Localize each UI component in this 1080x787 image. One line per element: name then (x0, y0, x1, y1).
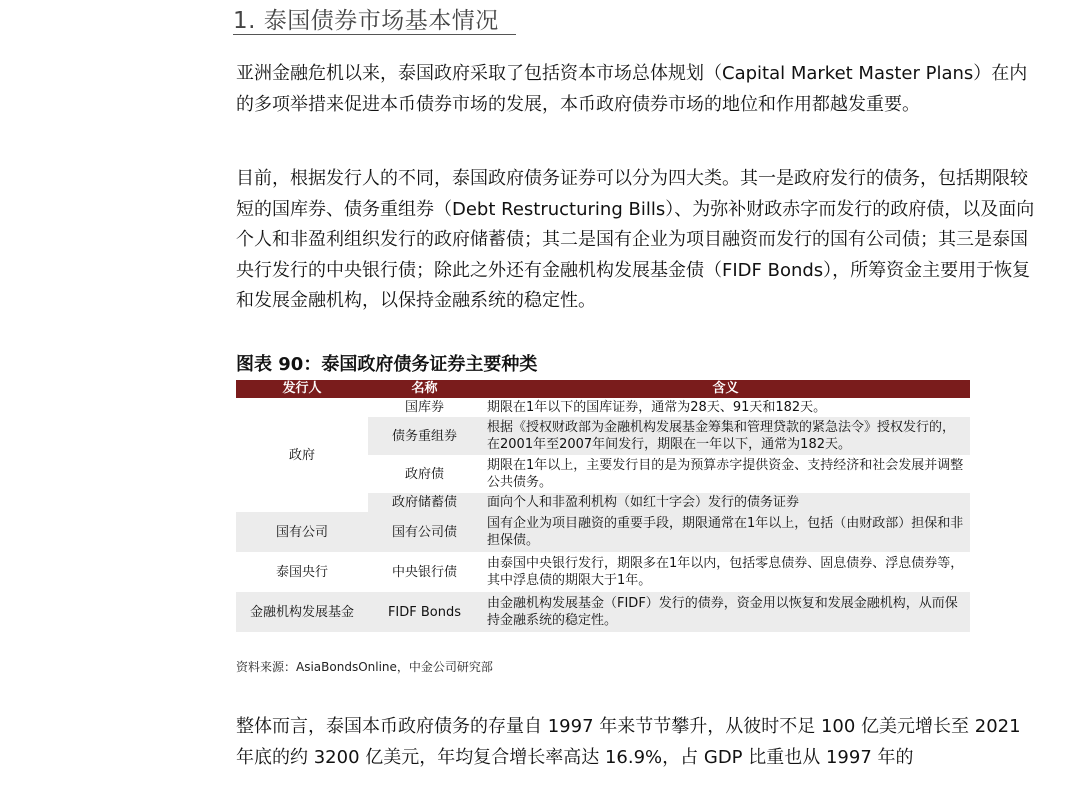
issuer-cell: 金融机构发展基金 (236, 592, 368, 632)
meaning-cell: 由金融机构发展基金（FIDF）发行的债券，资金用以恢复和发展金融机构，从而保持金融系统的稳定性。 (481, 592, 970, 632)
name-cell: 债务重组券 (368, 417, 481, 455)
name-cell: 国库券 (368, 398, 481, 417)
issuer-cell: 泰国央行 (236, 552, 368, 592)
name-cell: 政府储蓄债 (368, 493, 481, 512)
meaning-cell: 期限在1年以下的国库证券，通常为28天、91天和182天。 (481, 398, 970, 417)
table-row (236, 592, 970, 632)
table-header-row (236, 380, 970, 398)
meaning-cell: 由泰国中央银行发行，期限多在1年以内，包括零息债券、固息债券、浮息债券等，其中浮息债的期限大于1年。 (481, 552, 970, 592)
header-name: 名称 (368, 380, 481, 398)
section-heading: 1. 泰国债券市场基本情况 (233, 8, 499, 34)
figure-title: 图表 90：泰国政府债务证券主要种类 (236, 354, 538, 375)
paragraph-categories: 目前，根据发行人的不同，泰国政府债务证券可以分为四大类。其一是政府发行的债务，包括期限较短的国库券、债务重组券（Debt Restructuring Bills）、为弥补财政赤字而发行的政府债，以及面向个人和非盈利组织发行的政府储蓄债；其二是国有企业为项目融资而发行的国有公司债；其三是泰国央行发行的中央银行债；除此之外还有金融机构发展基金债（FIDF Bonds），所筹资金主要用于恢复和发展金融机构，以保持金融系统的稳定性。 (236, 168, 1035, 311)
meaning-cell: 国有企业为项目融资的重要手段，期限通常在1年以上，包括（由财政部）担保和非担保债。 (481, 512, 970, 552)
meaning-cell: 根据《授权财政部为金融机构发展基金筹集和管理贷款的紧急法令》授权发行的，在2001年至2007年间发行，期限在一年以下，通常为182天。 (481, 417, 970, 455)
header-meaning: 含义 (481, 380, 970, 398)
meaning-cell: 期限在1年以上，主要发行目的是为预算赤字提供资金、支持经济和社会发展并调整公共债务。 (481, 455, 970, 493)
table-row (236, 398, 970, 417)
header-issuer: 发行人 (236, 380, 368, 398)
paragraph-intro: 亚洲金融危机以来，泰国政府采取了包括资本市场总体规划（Capital Market Master Plans）在内的多项举措来促进本币债券市场的发展，本币政府债券市场的地位和作用都越发重要。 (236, 63, 1028, 115)
name-cell: 中央银行债 (368, 552, 481, 592)
table-row (236, 552, 970, 592)
issuer-cell: 国有公司 (236, 512, 368, 552)
bond-types-table (236, 380, 970, 632)
meaning-cell: 面向个人和非盈利机构（如红十字会）发行的债务证券 (481, 493, 970, 512)
source-note: 资料来源：AsiaBondsOnline，中金公司研究部 (236, 660, 493, 674)
name-cell: 政府债 (368, 455, 481, 493)
paragraph-summary: 整体而言，泰国本币政府债务的存量自 1997 年来节节攀升，从彼时不足 100 亿美元增长至 2021 年底的约 3200 亿美元，年均复合增长率高达 16.9%，占 GDP 比重也从 1997 年的 (236, 716, 1021, 768)
issuer-cell: 政府 (236, 398, 368, 512)
name-cell: 国有公司债 (368, 512, 481, 552)
name-cell: FIDF Bonds (368, 592, 481, 632)
table-row (236, 512, 970, 552)
heading-underline (233, 34, 516, 35)
